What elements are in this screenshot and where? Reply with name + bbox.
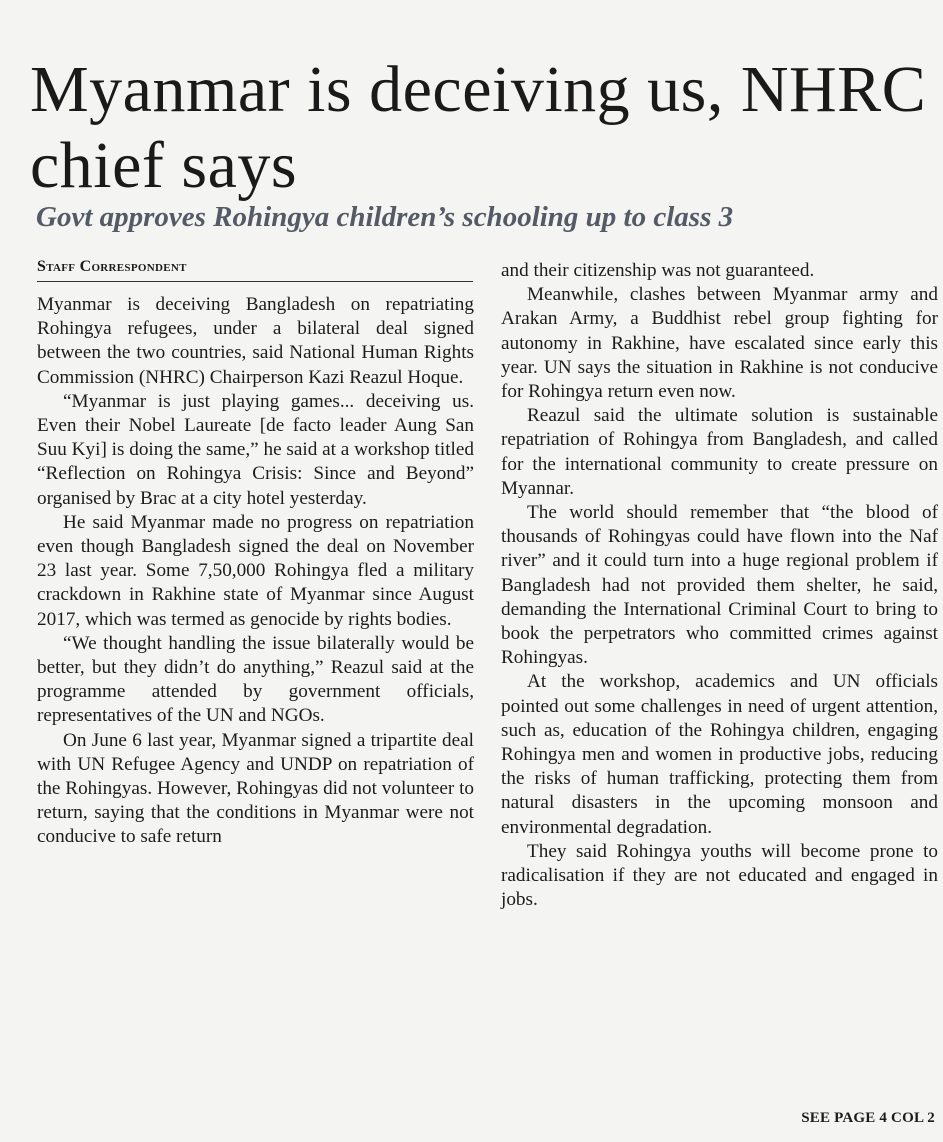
paragraph: Meanwhile, clashes between Myanmar army and Arakan Army, a Buddhist rebel group fighting for autonomy in Rakhine, have escalated since early this year. UN says the situation in Rakhine is not conducive for Rohingya return even now.: [501, 284, 938, 403]
headline: Myanmar is deceiving us, NHRC chief says: [30, 53, 927, 203]
paragraph: They said Rohingya youths will become prone to radicalisation if they are not educated and engaged in jobs.: [501, 840, 938, 911]
paragraph: “We thought handling the issue bilaterally would be better, but they didn’t do anything,” Reazul said at the programme attended by government officials, representatives of the UN and NGOs.: [37, 632, 474, 727]
article-column-right: [501, 259, 938, 912]
paragraph: Myanmar is deceiving Bangladesh on repatriating Rohingya refugees, under a bilateral deal signed between the two countries, said National Human Rights Commission (NHRC) Chairperson Kazi Reazul Hoque.: [37, 294, 474, 388]
byline: Staff Correspondent: [37, 258, 187, 275]
continuation-note: SEE PAGE 4 COL 2: [801, 1110, 935, 1126]
paragraph: “Myanmar is just playing games... deceiving us. Even their Nobel Laureate [de facto leader Aung San Suu Kyi] is doing the same,” he said at a workshop titled “Reflection on Rohingya Crisis: Since and Beyond” organised by Brac at a city hotel yesterday.: [37, 390, 474, 509]
subheadline: Govt approves Rohingya children’s schooling up to class 3: [36, 201, 734, 233]
paragraph: Reazul said the ultimate solution is sustainable repatriation of Rohingya from Bangladesh, and called for the international community to create pressure on Myannar.: [501, 405, 938, 499]
paragraph: At the workshop, academics and UN officials pointed out some challenges in need of urgent attention, such as, education of the Rohingya children, engaging Rohingya men and women in productive jobs, reducing the risks of human trafficking, protecting them from natural disasters in the upcoming monsoon and environmental degradation.: [501, 671, 938, 838]
byline-divider: [37, 281, 473, 282]
paragraph: He said Myanmar made no progress on repatriation even though Bangladesh signed the deal on November 23 last year. Some 7,50,000 Rohingya fled a military crackdown in Rakhine state of Myanmar since August 2017, which was termed as genocide by rights bodies.: [37, 511, 474, 630]
paragraph: and their citizenship was not guaranteed.: [501, 260, 815, 281]
paragraph: On June 6 last year, Myanmar signed a tripartite deal with UN Refugee Agency and UNDP on repatriation of the Rohingyas. However, Rohingyas did not volunteer to return, saying that the conditions in Myanmar were not conducive to safe return: [37, 729, 474, 848]
article-column-left: [37, 293, 474, 850]
paragraph: The world should remember that “the blood of thousands of Rohingyas could have flown into the Naf river” and it could turn into a huge regional problem if Bangladesh had not provided them shelter, he said, demanding the International Criminal Court to bring to book the perpetrators who committed crimes against Rohingyas.: [501, 502, 938, 669]
